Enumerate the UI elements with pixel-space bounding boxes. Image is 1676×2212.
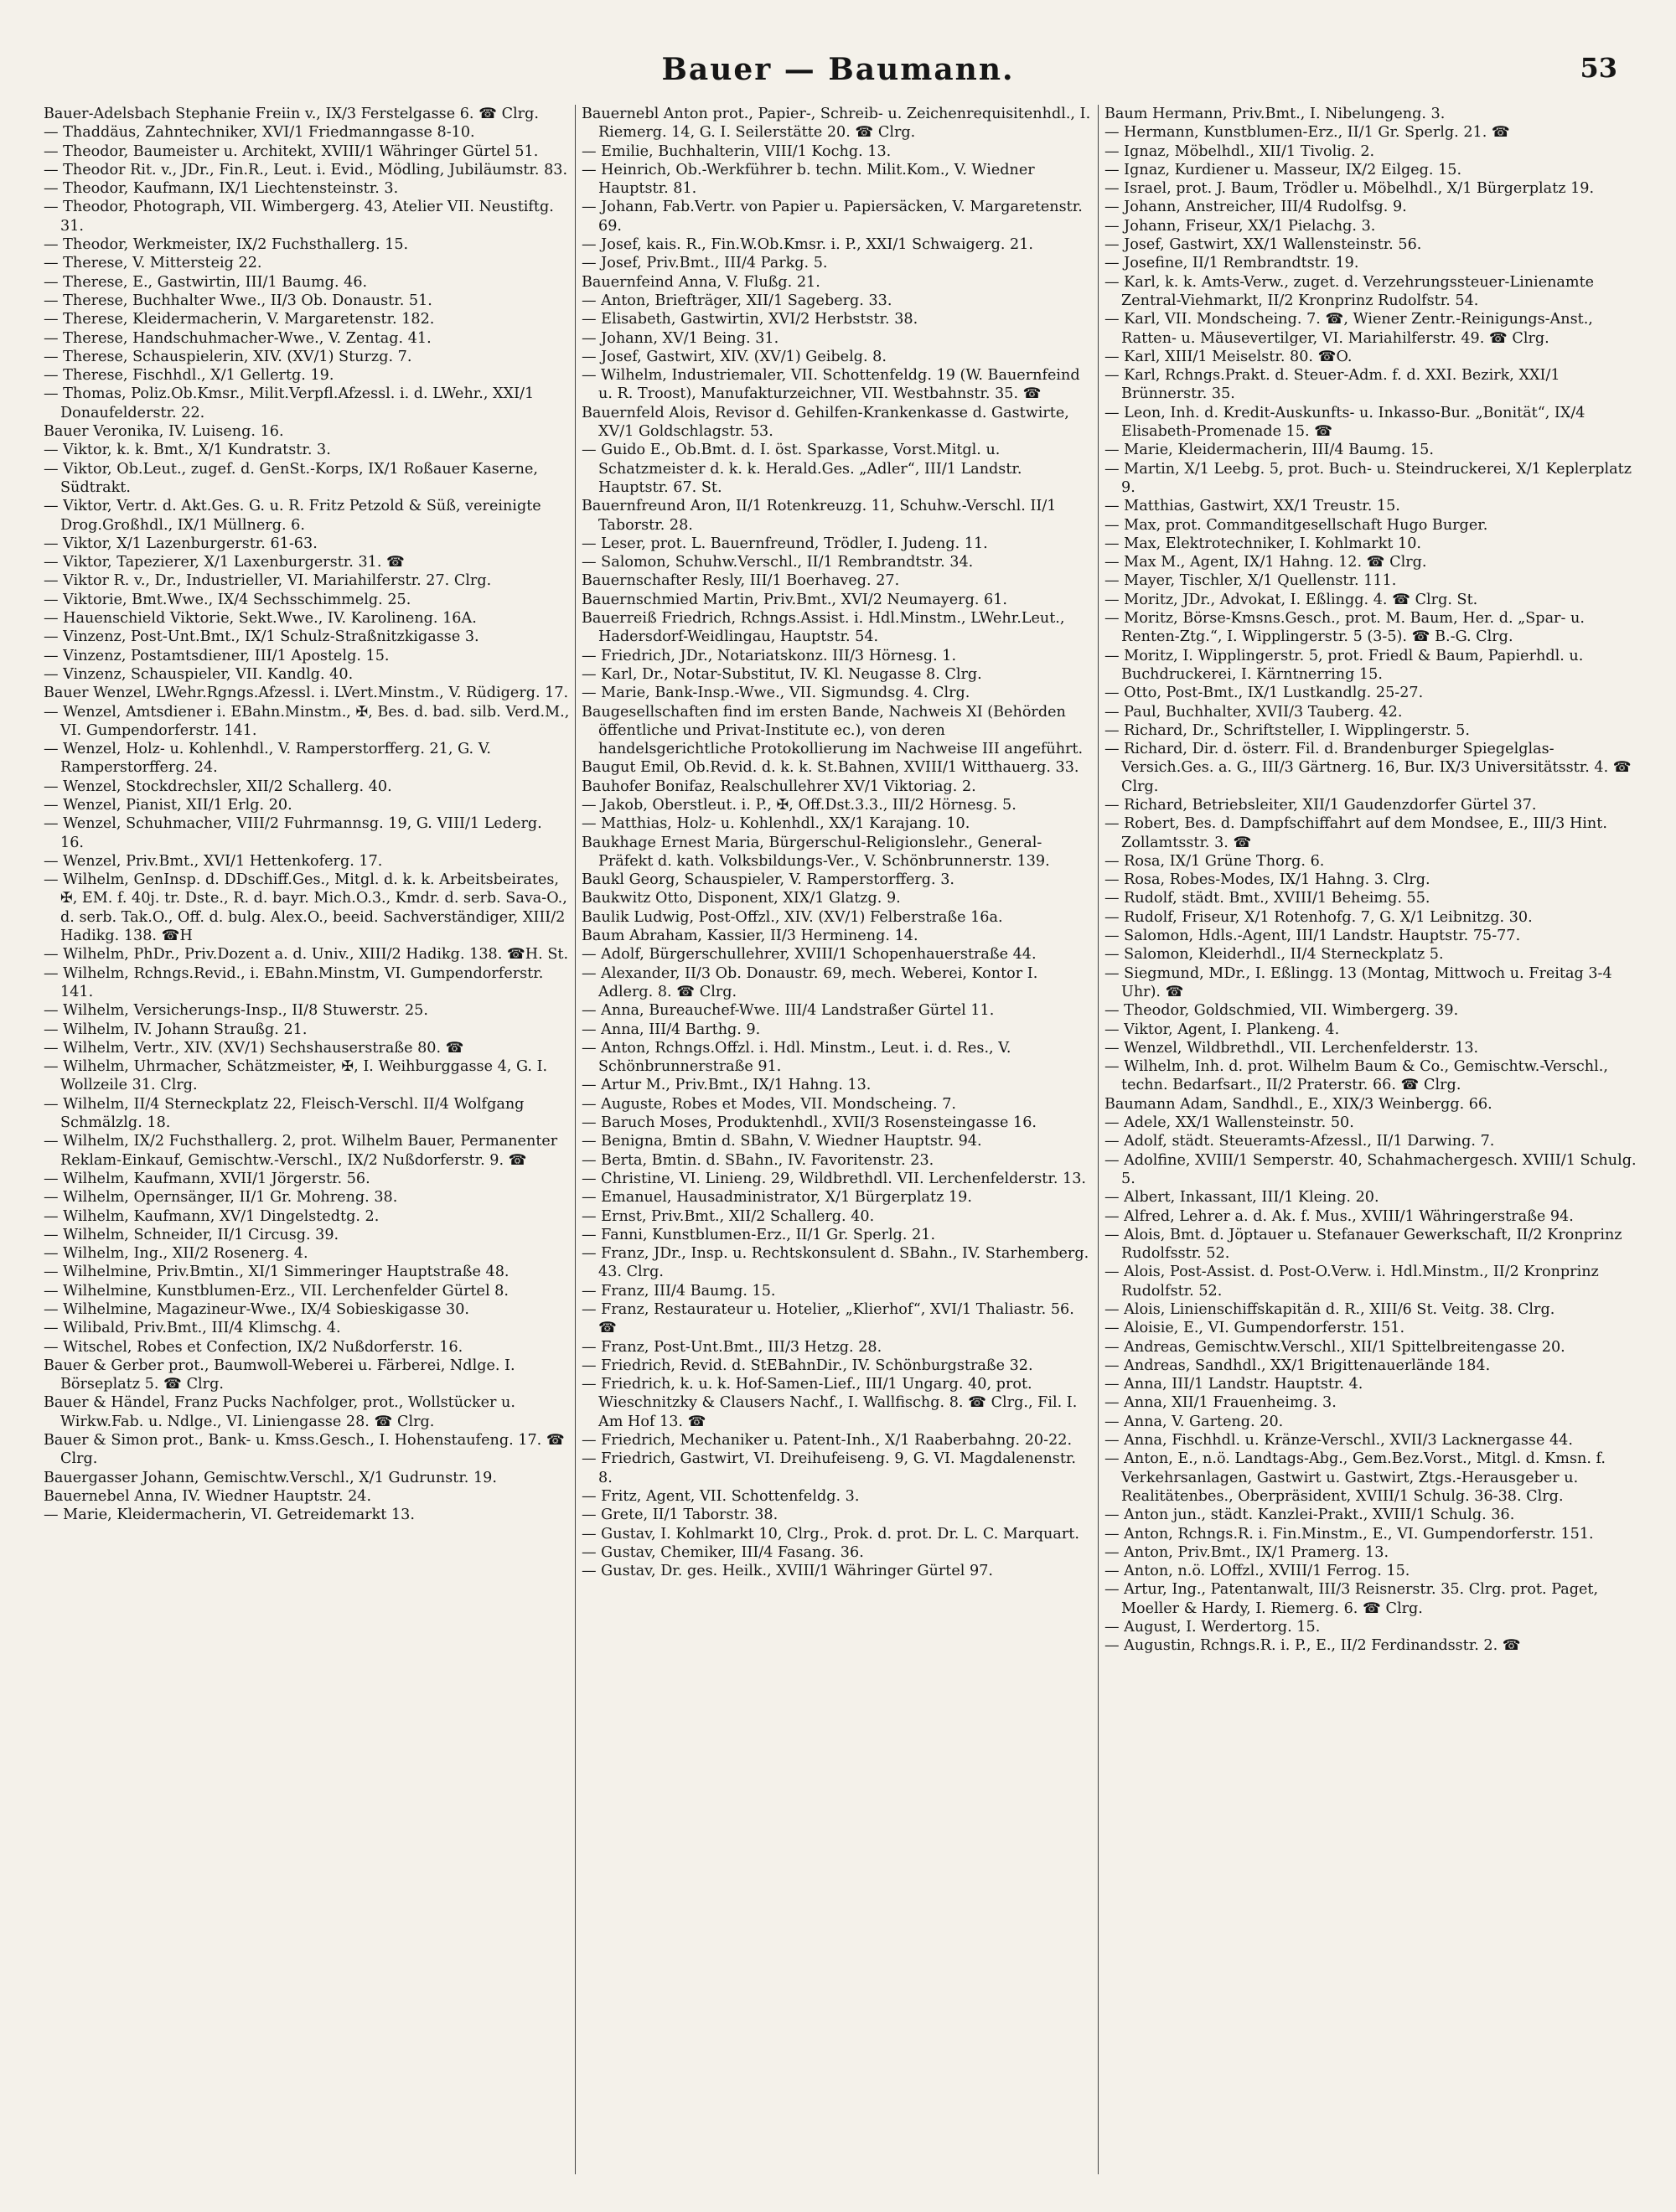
directory-entry: — Rosa, Robes-Modes, IX/1 Hahng. 3. Clrg.: [1104, 871, 1430, 889]
directory-entry: — Moritz, Börse-Kmsns.Gesch., prot. M. Baum, Her. d. „Spar- u. Renten-Ztg.“, I. Wipplingerstr. 5 (3-5). ☎ B.-G. Clrg.: [1104, 610, 1585, 646]
directory-entry: — Therese, V. Mittersteig 22.: [44, 255, 262, 272]
directory-entry: Baukhage Ernest Maria, Bürgerschul-Religionslehr., General-Präfekt d. kath. Volksbildungs-Ver., V. Schönbrunnerstr. 139.: [582, 834, 1050, 870]
directory-entry: — Anna, III/4 Barthg. 9.: [582, 1021, 761, 1038]
directory-entry: — Adolf, städt. Steueramts-Afzessl., II/1 Darwing. 7.: [1104, 1133, 1495, 1150]
directory-entry: — Theodor Rit. v., JDr., Fin.R., Leut. i. Evid., Mödling, Jubiläumstr. 83.: [44, 161, 568, 178]
directory-entry: — Johann, Anstreicher, III/4 Rudolfsg. 9.: [1104, 199, 1407, 216]
directory-entry: — Anton, E., n.ö. Landtags-Abg., Gem.Bez.Vorst., Mitgl. d. Kmsn. f. Verkehrsanlagen, Gastwirt u. Gastwirt, Ztgs.-Herausgeber u. Realitätenbes., Oberpräsident, XVIII/1 Schulg. 36-38. Clrg.: [1104, 1450, 1606, 1505]
directory-entry: — Anna, III/1 Landstr. Hauptstr. 4.: [1104, 1376, 1363, 1393]
directory-entry: — Wilhelm, IX/2 Fuchsthallerg. 2, prot. Wilhelm Bauer, Permanenter Reklam-Einkauf, Gemischtw.-Verschl., IX/2 Nußdorferstr. 9. ☎: [44, 1133, 558, 1169]
directory-entry: — Salomon, Schuhw.Verschl., II/1 Rembrandtstr. 34.: [582, 554, 974, 571]
directory-entry: — Therese, Schauspielerin, XIV. (XV/1) Sturzg. 7.: [44, 348, 412, 365]
column-divider: [1098, 105, 1099, 2174]
directory-entry: — Anton, n.ö. LOffzl., XVIII/1 Ferrog. 15.: [1104, 1563, 1410, 1580]
directory-entry: — Albert, Inkassant, III/1 Kleing. 20.: [1104, 1189, 1379, 1207]
directory-entry: — Friedrich, Gastwirt, VI. Dreihufeiseng. 9, G. VI. Magdalenenstr. 8.: [582, 1450, 1076, 1486]
directory-entry: — Marie, Kleidermacherin, III/4 Baumg. 15.: [1104, 442, 1434, 459]
directory-entry: Bauer & Simon prot., Bank- u. Kmss.Gesch., I. Hohenstaufeng. 17. ☎ Clrg.: [44, 1432, 565, 1468]
directory-entry: — Leser, prot. L. Bauernfreund, Trödler, I. Judeng. 11.: [582, 535, 988, 552]
directory-entry: — Theodor, Photograph, VII. Wimbergerg. 43, Atelier VII. Neustiftg. 31.: [44, 199, 554, 235]
directory-entry: — Wilhelm, Inh. d. prot. Wilhelm Baum & Co., Gemischtw.-Verschl., techn. Bedarfsart., II/2 Praterstr. 66. ☎ Clrg.: [1104, 1058, 1608, 1094]
directory-entry: — Vinzenz, Schauspieler, VII. Kandlg. 40.: [44, 665, 354, 683]
directory-entry: — Friedrich, k. u. k. Hof-Samen-Lief., III/1 Ungarg. 40, prot. Wieschnitzky & Clausers Nachf., I. Wallfischg. 8. ☎ Clrg., Fil. I. Am Hof 13. ☎: [582, 1376, 1078, 1430]
directory-entry: — Mayer, Tischler, X/1 Quellenstr. 111.: [1104, 572, 1397, 590]
directory-entry: — Marie, Bank-Insp.-Wwe., VII. Sigmundsg. 4. Clrg.: [582, 685, 970, 702]
directory-entry: — Fanni, Kunstblumen-Erz., II/1 Gr. Sperlg. 21.: [582, 1226, 936, 1243]
directory-entry: — Gustav, Dr. ges. Heilk., XVIII/1 Währinger Gürtel 97.: [582, 1563, 993, 1580]
directory-entry: — Wenzel, Wildbrethdl., VII. Lerchenfelderstr. 13.: [1104, 1039, 1479, 1057]
directory-entry: — Wilhelm, PhDr., Priv.Dozent a. d. Univ., XIII/2 Hadikg. 138. ☎H. St.: [44, 946, 569, 964]
directory-entry: — Alexander, II/3 Ob. Donaustr. 69, mech. Weberei, Kontor I. Adlerg. 8. ☎ Clrg.: [582, 964, 1038, 1000]
directory-entry: — Christine, VI. Linieng. 29, Wildbrethdl. VII. Lerchenfelderstr. 13.: [582, 1170, 1086, 1187]
directory-entry: — Franz, Post-Unt.Bmt., III/3 Hetzg. 28.: [582, 1338, 882, 1356]
directory-entry: — Wilhelm, Schneider, II/1 Circusg. 39.: [44, 1226, 339, 1243]
directory-entry: Bauer & Gerber prot., Baumwoll-Weberei u. Färberei, Ndlge. I. Börseplatz 5. ☎ Clrg.: [44, 1357, 515, 1393]
directory-entry: — Alfred, Lehrer a. d. Ak. f. Mus., XVIII/1 Währingerstraße 94.: [1104, 1207, 1574, 1225]
page-number: 53: [1580, 52, 1617, 84]
directory-entry: Baum Abraham, Kassier, II/3 Hermineng. 14.: [582, 928, 918, 945]
directory-entry: — Wilhelmine, Magazineur-Wwe., IX/4 Sobieskigasse 30.: [44, 1301, 470, 1318]
directory-entry: — Johann, Fab.Vertr. von Papier u. Papiersäcken, V. Margaretenstr. 69.: [582, 199, 1083, 235]
directory-entry: — Theodor, Werkmeister, IX/2 Fuchsthallerg. 15.: [44, 236, 409, 254]
directory-entry: — Wilhelm, Opernsänger, II/1 Gr. Mohreng. 38.: [44, 1189, 398, 1207]
directory-entry: — Rudolf, städt. Bmt., XVIII/1 Beheimg. 55.: [1104, 890, 1430, 907]
column-left: [44, 105, 570, 2199]
directory-entry: — Artur M., Priv.Bmt., IX/1 Hahng. 13.: [582, 1077, 872, 1094]
directory-entry: — Karl, Rchngs.Prakt. d. Steuer-Adm. f. d. XXI. Bezirk, XXI/1 Brünnerstr. 35.: [1104, 367, 1560, 403]
directory-entry: — Therese, E., Gastwirtin, III/1 Baumg. 46.: [44, 273, 368, 291]
directory-entry: — Rudolf, Friseur, X/1 Rotenhofg. 7, G. X/1 Leibnitzg. 30.: [1104, 908, 1533, 926]
directory-entry: — Andreas, Gemischtw.Verschl., XII/1 Spittelbreitengasse 20.: [1104, 1338, 1565, 1356]
directory-entry: Bauernschmied Martin, Priv.Bmt., XVI/2 Neumayerg. 61.: [582, 591, 1007, 608]
directory-entry: — Josef, Priv.Bmt., III/4 Parkg. 5.: [582, 255, 828, 272]
directory-entry: — Marie, Kleidermacherin, VI. Getreidemarkt 13.: [44, 1507, 415, 1524]
directory-entry: — Anna, V. Garteng. 20.: [1104, 1413, 1284, 1430]
directory-entry: Bauernebl Anton prot., Papier-, Schreib- u. Zeichenrequisitenhdl., I. Riemerg. 14, G. I. Seilerstätte 20. ☎ Clrg.: [582, 106, 1091, 142]
directory-entry: — Gustav, I. Kohlmarkt 10, Clrg., Prok. d. prot. Dr. L. C. Marquart.: [582, 1525, 1079, 1543]
directory-entry: Bauernfeind Anna, V. Flußg. 21.: [582, 273, 820, 291]
directory-entry: — Ignaz, Kurdiener u. Masseur, IX/2 Eilgeg. 15.: [1104, 161, 1462, 178]
directory-entry: — Leon, Inh. d. Kredit-Auskunfts- u. Inkasso-Bur. „Bonität“, IX/4 Elisabeth-Promenade 15. ☎: [1104, 404, 1585, 441]
directory-entry: Baugesellschaften find im ersten Bande, Nachweis XI (Behörden öffentliche und Privat-Institute ec.), von deren handelsgerichtliche Protokollierung im Nachweise III angeführt.: [582, 703, 1084, 758]
column-divider: [575, 105, 576, 2174]
directory-entry: — Viktor, X/1 Lazenburgerstr. 61-63.: [44, 535, 318, 552]
directory-entry: — Therese, Fischhdl., X/1 Gellertg. 19.: [44, 367, 334, 385]
directory-entry: — Ernst, Priv.Bmt., XII/2 Schallerg. 40.: [582, 1207, 875, 1225]
directory-entry: — Benigna, Bmtin d. SBahn, V. Wiedner Hauptstr. 94.: [582, 1133, 982, 1150]
directory-entry: Bauerreiß Friedrich, Rchngs.Assist. i. Hdl.Minstm., LWehr.Leut., Hadersdorf-Weidlingau, Hauptstr. 54.: [582, 610, 1065, 646]
page-header: [0, 52, 1676, 102]
directory-entry: Bauer Wenzel, LWehr.Rgngs.Afzessl. i. LVert.Minstm., V. Rüdigerg. 17.: [44, 685, 569, 702]
directory-entry: Bauernschafter Resly, III/1 Boerhaveg. 27.: [582, 572, 900, 590]
directory-entry: — Josef, kais. R., Fin.W.Ob.Kmsr. i. P., XXI/1 Schwaigerg. 21.: [582, 236, 1034, 254]
directory-entry: — Wilhelm, Ing., XII/2 Rosenerg. 4.: [44, 1245, 308, 1263]
directory-entry: — Richard, Dr., Schriftsteller, I. Wipplingerstr. 5.: [1104, 721, 1470, 739]
directory-entry: — Martin, X/1 Leebg. 5, prot. Buch- u. Steindruckerei, X/1 Keplerplatz 9.: [1104, 460, 1632, 496]
directory-entry: — Robert, Bes. d. Dampfschiffahrt auf dem Mondsee, E., III/3 Hint. Zollamtsstr. 3. ☎: [1104, 815, 1607, 851]
directory-entry: — Karl, VII. Mondscheing. 7. ☎, Wiener Zentr.-Reinigungs-Anst., Ratten- u. Mäusevertilger, VI. Mariahilferstr. 49. ☎ Clrg.: [1104, 311, 1593, 347]
directory-entry: — Alois, Linienschiffskapitän d. R., XIII/6 St. Veitg. 38. Clrg.: [1104, 1301, 1555, 1318]
directory-entry: — Israel, prot. J. Baum, Trödler u. Möbelhdl., X/1 Bürgerplatz 19.: [1104, 180, 1595, 198]
directory-entry: — Viktor, Tapezierer, X/1 Laxenburgerstr. 31. ☎: [44, 554, 405, 571]
directory-entry: — Fritz, Agent, VII. Schottenfeldg. 3.: [582, 1487, 860, 1505]
directory-entry: — Anna, XII/1 Frauenheimg. 3.: [1104, 1394, 1337, 1412]
directory-entry: — Alois, Post-Assist. d. Post-O.Verw. i. Hdl.Minstm., II/2 Kronprinz Rudolfstr. 52.: [1104, 1264, 1599, 1300]
directory-entry: Bauer-Adelsbach Stephanie Freiin v., IX/3 Ferstelgasse 6. ☎ Clrg.: [44, 106, 539, 122]
directory-entry: — Anton, Priv.Bmt., IX/1 Pramerg. 13.: [1104, 1543, 1389, 1561]
directory-entry: — Viktor, Vertr. d. Akt.Ges. G. u. R. Fritz Petzold & Süß, vereinigte Drog.Großhdl., IX/1 Müllnerg. 6.: [44, 498, 541, 534]
directory-entry: — Moritz, JDr., Advokat, I. Eßlingg. 4. ☎ Clrg. St.: [1104, 591, 1478, 608]
directory-entry: — Max, prot. Commanditgesellschaft Hugo Burger.: [1104, 516, 1488, 534]
directory-entry: — Wilhelm, Kaufmann, XVII/1 Jörgerstr. 56.: [44, 1170, 370, 1187]
directory-entry: — Wilhelm, IV. Johann Straußg. 21.: [44, 1021, 308, 1038]
directory-entry: — Josefine, II/1 Rembrandtstr. 19.: [1104, 255, 1359, 272]
directory-entry: — Max, Elektrotechniker, I. Kohlmarkt 10.: [1104, 535, 1422, 552]
directory-entry: — Viktor R. v., Dr., Industrieller, VI. Mariahilferstr. 27. Clrg.: [44, 572, 492, 590]
directory-entry: Baumann Adam, Sandhdl., E., XIX/3 Weinbergg. 66.: [1104, 1095, 1492, 1113]
directory-entry: — Franz, JDr., Insp. u. Rechtskonsulent d. SBahn., IV. Starhemberg. 43. Clrg.: [582, 1245, 1089, 1281]
directory-entry: Baugut Emil, Ob.Revid. d. k. k. St.Bahnen, XVIII/1 Witthauerg. 33.: [582, 759, 1079, 777]
directory-entry: — August, I. Werdertorg. 15.: [1104, 1619, 1321, 1636]
directory-entry: — Salomon, Hdls.-Agent, III/1 Landstr. Hauptstr. 75-77.: [1104, 928, 1521, 945]
directory-entry: — Anton, Briefträger, XII/1 Sageberg. 33.: [582, 292, 892, 309]
directory-entry: — Aloisie, E., VI. Gumpendorferstr. 151.: [1104, 1320, 1405, 1337]
directory-entry: — Wilhelm, Industriemaler, VII. Schottenfeldg. 19 (W. Bauernfeind u. R. Troost), Manufakturzeichner, VII. Westbahnstr. 35. ☎: [582, 367, 1080, 403]
directory-entry: — Emilie, Buchhalterin, VIII/1 Kochg. 13.: [582, 142, 892, 160]
directory-entry: — Therese, Handschuhmacher-Wwe., V. Zentag. 41.: [44, 329, 432, 347]
directory-entry: Bauhofer Bonifaz, Realschullehrer XV/1 Viktoriag. 2.: [582, 778, 976, 795]
directory-entry: — Rosa, IX/1 Grüne Thorg. 6.: [1104, 852, 1325, 870]
directory-entry: — Otto, Post-Bmt., IX/1 Lustkandlg. 25-27.: [1104, 685, 1424, 702]
directory-entry: — Heinrich, Ob.-Werkführer b. techn. Milit.Kom., V. Wiedner Hauptstr. 81.: [582, 161, 1035, 198]
directory-entry: — Anton jun., städt. Kanzlei-Prakt., XVIII/1 Schulg. 36.: [1104, 1507, 1515, 1524]
directory-entry: — Anton, Rchngs.Offzl. i. Hdl. Minstm., Leut. i. d. Res., V. Schönbrunnerstraße 91.: [582, 1039, 1011, 1076]
directory-entry: — Matthias, Holz- u. Kohlenhdl., XX/1 Karajang. 10.: [582, 815, 970, 833]
directory-entry: — Wenzel, Priv.Bmt., XVI/1 Hettenkoferg. 17.: [44, 852, 383, 870]
directory-entry: — Artur, Ing., Patentanwalt, III/3 Reisnerstr. 35. Clrg. prot. Paget, Moeller & Hardy, I. Riemerg. 6. ☎ Clrg.: [1104, 1581, 1599, 1617]
directory-entry: — Guido E., Ob.Bmt. d. I. öst. Sparkasse, Vorst.Mitgl. u. Schatzmeister d. k. k. Herald.Ges. „Adler“, III/1 Landstr. Hauptstr. 67. St.: [582, 442, 1022, 496]
directory-entry: — Paul, Buchhalter, XVII/3 Tauberg. 42.: [1104, 703, 1403, 721]
directory-entry: — Richard, Dir. d. österr. Fil. d. Brandenburger Spiegelglas-Versich.Ges. a. G., III/3 Gärtnerg. 16, Bur. IX/3 Universitätsstr. 4. ☎ Clrg.: [1104, 741, 1632, 795]
directory-entry: — Matthias, Gastwirt, XX/1 Treustr. 15.: [1104, 498, 1400, 515]
directory-entry: Bauernfreund Aron, II/1 Rotenkreuzg. 11, Schuhw.-Verschl. II/1 Taborstr. 28.: [582, 498, 1057, 534]
directory-entry: — Wilhelm, II/4 Sterneckplatz 22, Fleisch-Verschl. II/4 Wolfgang Schmälzlg. 18.: [44, 1095, 525, 1132]
directory-entry: — Hauenschield Viktorie, Sekt.Wwe., IV. Karolineng. 16A.: [44, 610, 477, 628]
directory-entry: — Wenzel, Stockdrechsler, XII/2 Schallerg. 40.: [44, 778, 392, 795]
column-right: [1104, 105, 1637, 2199]
directory-entry: — Salomon, Kleiderhdl., II/4 Sterneckplatz 5.: [1104, 946, 1444, 964]
directory-entry: — Wilhelm, Rchngs.Revid., i. EBahn.Minstm, VI. Gumpendorferstr. 141.: [44, 964, 544, 1000]
directory-entry: — Baruch Moses, Produktenhdl., XVII/3 Rosensteingasse 16.: [582, 1114, 1037, 1132]
directory-entry: — Theodor, Baumeister u. Architekt, XVIII/1 Währinger Gürtel 51.: [44, 142, 539, 160]
directory-entry: — Wenzel, Holz- u. Kohlenhdl., V. Ramperstorfferg. 21, G. V. Ramperstorfferg. 24.: [44, 741, 491, 777]
column-middle: [582, 105, 1093, 2199]
directory-entry: — Wenzel, Schuhmacher, VIII/2 Fuhrmannsg. 19, G. VIII/1 Lederg. 16.: [44, 815, 542, 851]
directory-entry: — Viktor, k. k. Bmt., X/1 Kundratstr. 3.: [44, 442, 331, 459]
directory-entry: — Thomas, Poliz.Ob.Kmsr., Milit.Verpfl.Afzessl. i. d. LWehr., XXI/1 Donaufelderstr. 22.: [44, 385, 535, 421]
running-title: Bauer — Baumann.: [661, 52, 1015, 87]
directory-entry: — Anton, Rchngs.R. i. Fin.Minstm., E., VI. Gumpendorferstr. 151.: [1104, 1525, 1594, 1543]
directory-entry: Baukl Georg, Schauspieler, V. Ramperstorfferg. 3.: [582, 871, 955, 889]
directory-entry: — Johann, Friseur, XX/1 Pielachg. 3.: [1104, 217, 1376, 235]
directory-entry: — Viktor, Agent, I. Plankeng. 4.: [1104, 1021, 1340, 1038]
directory-entry: — Johann, XV/1 Being. 31.: [582, 329, 779, 347]
directory-entry: — Elisabeth, Gastwirtin, XVI/2 Herbststr. 38.: [582, 311, 918, 328]
directory-entry: — Hermann, Kunstblumen-Erz., II/1 Gr. Sperlg. 21. ☎: [1104, 124, 1510, 142]
directory-entry: — Josef, Gastwirt, XX/1 Wallensteinstr. 56.: [1104, 236, 1422, 254]
directory-entry: — Richard, Betriebsleiter, XII/1 Gaudenzdorfer Gürtel 37.: [1104, 796, 1537, 814]
directory-entry: — Max M., Agent, IX/1 Hahng. 12. ☎ Clrg.: [1104, 554, 1427, 571]
directory-entry: — Wilhelm, Uhrmacher, Schätzmeister, ✠, I. Weihburggasse 4, G. I. Wollzeile 31. Clrg.: [44, 1058, 548, 1094]
directory-entry: — Wilhelm, GenInsp. d. DDschiff.Ges., Mitgl. d. k. k. Arbeitsbeirates, ✠, EM. f. 40j. tr. Dste., R. d. bayr. Mich.O.3., Kmdr. d. serb. Sava-O., d. serb. Tak.O., Off. d. bulg. Alex.O., beeid. Sachverständiger, XIII/2 Hadikg. 138. ☎H: [44, 871, 567, 945]
directory-entry: — Wilibald, Priv.Bmt., III/4 Klimschg. 4.: [44, 1320, 341, 1337]
directory-entry: — Wilhelmine, Kunstblumen-Erz., VII. Lerchenfelder Gürtel 8.: [44, 1282, 509, 1300]
directory-entry: — Adolfine, XVIII/1 Semperstr. 40, Schahmachergesch. XVIII/1 Schulg. 5.: [1104, 1151, 1637, 1187]
directory-entry: — Friedrich, JDr., Notariatskonz. III/3 Hörnesg. 1.: [582, 647, 957, 664]
directory-entry: — Wenzel, Pianist, XII/1 Erlg. 20.: [44, 796, 292, 814]
directory-entry: — Berta, Bmtin. d. SBahn., IV. Favoritenstr. 23.: [582, 1151, 934, 1169]
directory-entry: — Wenzel, Amtsdiener i. EBahn.Minstm., ✠, Bes. d. bad. silb. Verd.M., VI. Gumpendorferstr. 141.: [44, 703, 570, 739]
directory-entry: — Alois, Bmt. d. Jöptauer u. Stefanauer Gewerkschaft, II/2 Kronprinz Rudolfsstr. 52.: [1104, 1226, 1622, 1263]
directory-entry: — Ignaz, Möbelhdl., XII/1 Tivolig. 2.: [1104, 142, 1375, 160]
directory-entry: — Jakob, Oberstleut. i. P., ✠, Off.Dst.3.3., III/2 Hörnesg. 5.: [582, 796, 1016, 814]
directory-entry: — Therese, Kleidermacherin, V. Margaretenstr. 182.: [44, 311, 435, 328]
directory-entry: — Wilhelmine, Priv.Bmtin., XI/1 Simmeringer Hauptstraße 48.: [44, 1264, 510, 1281]
directory-entry: Baukwitz Otto, Disponent, XIX/1 Glatzg. 9.: [582, 890, 901, 907]
directory-entry: — Siegmund, MDr., I. Eßlingg. 13 (Montag, Mittwoch u. Freitag 3-4 Uhr). ☎: [1104, 964, 1612, 1000]
directory-entry: — Therese, Buchhalter Wwe., II/3 Ob. Donaustr. 51.: [44, 292, 432, 309]
directory-entry: — Auguste, Robes et Modes, VII. Mondscheing. 7.: [582, 1095, 957, 1113]
directory-entry: — Josef, Gastwirt, XIV. (XV/1) Geibelg. 8.: [582, 348, 887, 365]
directory-entry: — Vinzenz, Postamtsdiener, III/1 Apostelg. 15.: [44, 647, 390, 664]
directory-entry: — Viktorie, Bmt.Wwe., IX/4 Sechsschimmelg. 25.: [44, 591, 411, 608]
directory-entry: — Friedrich, Mechaniker u. Patent-Inh., X/1 Raaberbahng. 20-22.: [582, 1432, 1073, 1450]
directory-entry: — Moritz, I. Wipplingerstr. 5, prot. Friedl & Baum, Papierhdl. u. Buchdruckerei, I. Kärntnerring 15.: [1104, 647, 1584, 683]
directory-entry: — Thaddäus, Zahntechniker, XVI/1 Friedmanngasse 8-10.: [44, 124, 475, 142]
directory-entry: — Adele, XX/1 Wallensteinstr. 50.: [1104, 1114, 1354, 1132]
directory-entry: Baum Hermann, Priv.Bmt., I. Nibelungeng. 3.: [1104, 106, 1446, 122]
directory-entry: — Franz, III/4 Baumg. 15.: [582, 1282, 776, 1300]
directory-entry: — Friedrich, Revid. d. StEBahnDir., IV. Schönburgstraße 32.: [582, 1357, 1033, 1374]
directory-entry: — Wilhelm, Versicherungs-Insp., II/8 Stuwerstr. 25.: [44, 1002, 428, 1020]
directory-entry: — Franz, Restaurateur u. Hotelier, „Klierhof“, XVI/1 Thaliastr. 56. ☎: [582, 1301, 1074, 1337]
directory-entry: — Vinzenz, Post-Unt.Bmt., IX/1 Schulz-Straßnitzkigasse 3.: [44, 628, 479, 646]
directory-entry: Bauer & Händel, Franz Pucks Nachfolger, prot., Wollstücker u. Wirkw.Fab. u. Ndlge., VI. Liniengasse 28. ☎ Clrg.: [44, 1394, 515, 1430]
directory-entry: — Anna, Fischhdl. u. Kränze-Verschl., XVII/3 Lacknergasse 44.: [1104, 1432, 1573, 1450]
directory-entry: — Karl, XIII/1 Meiselstr. 80. ☎O.: [1104, 348, 1353, 365]
directory-entry: — Andreas, Sandhdl., XX/1 Brigittenauerlände 184.: [1104, 1357, 1491, 1374]
directory-entry: Bauernebel Anna, IV. Wiedner Hauptstr. 24.: [44, 1487, 372, 1505]
directory-entry: — Theodor, Kaufmann, IX/1 Liechtensteinstr. 3.: [44, 180, 399, 198]
directory-entry: — Adolf, Bürgerschullehrer, XVIII/1 Schopenhauerstraße 44.: [582, 946, 1037, 964]
directory-entry: — Karl, Dr., Notar-Substitut, IV. Kl. Neugasse 8. Clrg.: [582, 665, 982, 683]
directory-entry: Bauer Veronika, IV. Luiseng. 16.: [44, 423, 284, 441]
directory-entry: Baulik Ludwig, Post-Offzl., XIV. (XV/1) Felberstraße 16a.: [582, 908, 1003, 926]
directory-entry: — Witschel, Robes et Confection, IX/2 Nußdorferstr. 16.: [44, 1338, 463, 1356]
directory-entry: Bauergasser Johann, Gemischtw.Verschl., X/1 Gudrunstr. 19.: [44, 1469, 497, 1486]
directory-entry: Bauernfeld Alois, Revisor d. Gehilfen-Krankenkasse d. Gastwirte, XV/1 Goldschlagstr. 53.: [582, 404, 1069, 441]
directory-entry: — Gustav, Chemiker, III/4 Fasang. 36.: [582, 1543, 864, 1561]
directory-entry: — Wilhelm, Kaufmann, XV/1 Dingelstedtg. 2.: [44, 1207, 380, 1225]
directory-entry: — Anna, Bureauchef-Wwe. III/4 Landstraßer Gürtel 11.: [582, 1002, 995, 1020]
directory-entry: — Augustin, Rchngs.R. i. P., E., II/2 Ferdinandsstr. 2. ☎: [1104, 1637, 1521, 1655]
directory-entry: — Grete, II/1 Taborstr. 38.: [582, 1507, 779, 1524]
directory-entry: — Viktor, Ob.Leut., zugef. d. GenSt.-Korps, IX/1 Roßauer Kaserne, Südtrakt.: [44, 460, 538, 496]
directory-entry: — Emanuel, Hausadministrator, X/1 Bürgerplatz 19.: [582, 1189, 972, 1207]
directory-entry: — Karl, k. k. Amts-Verw., zuget. d. Verzehrungssteuer-Linienamte Zentral-Viehmarkt, II/2 Kronprinz Rudolfstr. 54.: [1104, 273, 1595, 309]
directory-entry: — Theodor, Goldschmied, VII. Wimbergerg. 39.: [1104, 1002, 1459, 1020]
directory-entry: — Wilhelm, Vertr., XIV. (XV/1) Sechshauserstraße 80. ☎: [44, 1039, 464, 1057]
